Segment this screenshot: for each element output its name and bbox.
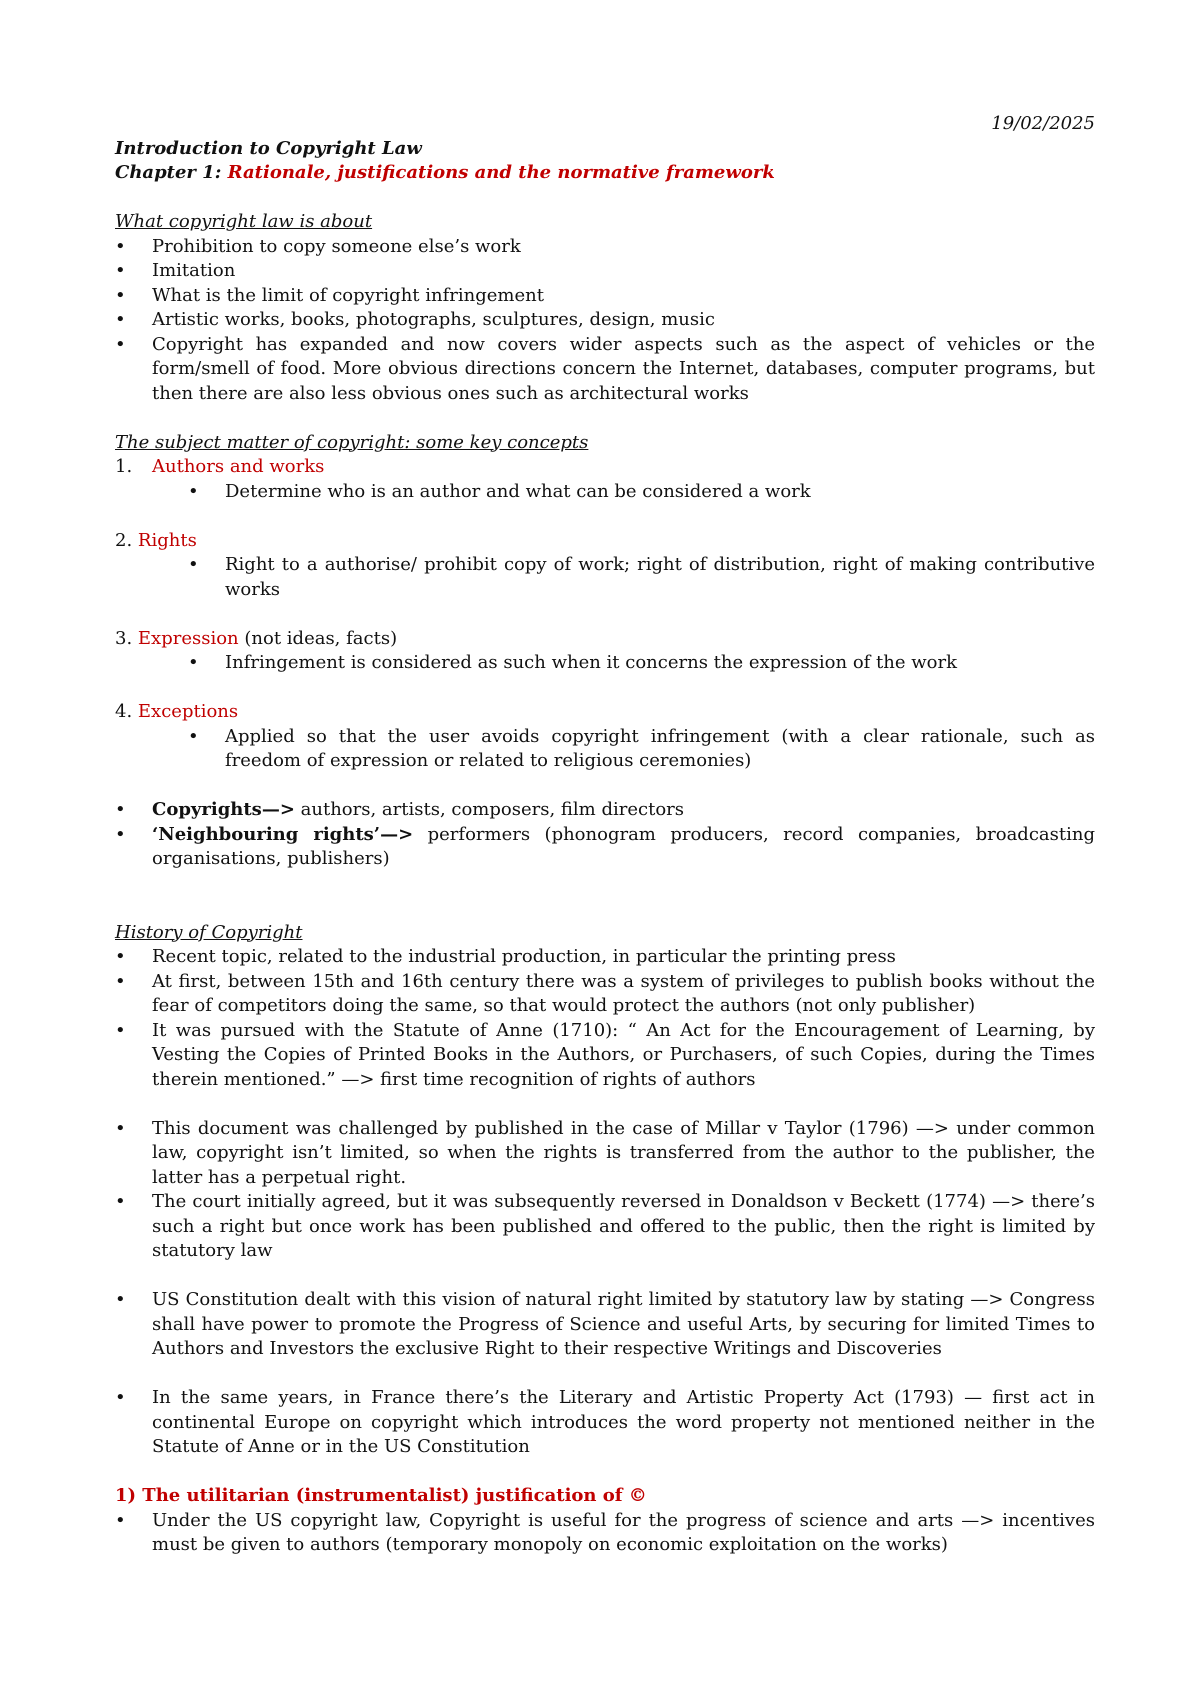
rights-type-item: [115, 798, 1095, 823]
key-concepts: [115, 455, 1095, 798]
section-heading: History of Copyright: [115, 921, 303, 943]
rights-term: [152, 824, 413, 845]
list-item: • In the same years, in France there’s the Literary and Artistic Property Act (1793) — first act in continental Europe on copyright which introduces the word property not mentioned neither in the Statute of Anne or in the US Constitution: [115, 1386, 1095, 1460]
list-item: • Recent topic, related to the industrial production, in particular the printing press: [115, 945, 1095, 970]
section-heading: The subject matter of copyright: some key concepts: [115, 431, 589, 453]
rights-type-item: [115, 823, 1095, 872]
bullet-list: [115, 1386, 1095, 1460]
list-item: • Determine who is an author and what can be considered a work: [188, 480, 1095, 505]
list-item: • What is the limit of copyright infringement: [115, 284, 1095, 309]
bullet-list: [115, 1117, 1095, 1264]
list-item: • The court initially agreed, but it was subsequently reversed in Donaldson v Beckett (1774) —> there’s such a right but once work has been published and offered to the public, then the right is limited by statutory law: [115, 1190, 1095, 1264]
concept-number: 3.: [115, 627, 133, 649]
concept-label: Exceptions: [137, 701, 239, 722]
concept-label: Rights: [137, 529, 197, 551]
chapter-heading: [115, 161, 1095, 186]
section-heading: 1) The utilitarian (instrumentalist) justification of ©: [115, 1485, 647, 1506]
concept-detail-list: [115, 651, 1095, 676]
list-item: • Prohibition to copy someone else’s work: [115, 235, 1095, 260]
bullet-list: [115, 945, 1095, 1092]
list-item: • Imitation: [115, 259, 1095, 284]
list-item: • It was pursued with the Statute of Anne (1710): “ An Act for the Encouragement of Learning, by Vesting the Copies of Printed Books in the Authors, or Purchasers, of such Copies, during the Times therein mentioned.” —> first time recognition of rights of authors: [115, 1019, 1095, 1093]
bullet-list: [115, 235, 1095, 407]
concept-note: (not ideas, facts): [238, 627, 398, 649]
list-item: • Infringement is considered as such when it concerns the expression of the work: [188, 651, 1095, 676]
list-item: • Right to a authorise/ prohibit copy of work; right of distribution, right of making contributive works: [188, 553, 1095, 602]
rights-term: [152, 799, 295, 820]
list-item: • At first, between 15th and 16th century there was a system of privileges to publish books without the fear of competitors doing the same, so that would protect the authors (not only publisher): [115, 970, 1095, 1019]
concept-detail-list: [115, 725, 1095, 774]
rights-description: performers (phonogram producers, record companies, broadcasting organisations, publishers): [152, 823, 1095, 869]
list-item: • Copyright has expanded and now covers wider aspects such as the aspect of vehicles or the form/smell of food. More obvious directions concern the Internet, databases, computer programs, but then there are also less obvious ones such as architectural works: [115, 333, 1095, 407]
arrow-glyph: —>: [380, 823, 414, 845]
arrow-glyph: —>: [261, 799, 295, 820]
concept-heading: [115, 627, 1095, 652]
list-item: • This document was challenged by published in the case of Millar v Taylor (1796) —> under common law, copyright isn’t limited, so when the rights is transferred from the author to the publisher, the latter has a perpetual right.: [115, 1117, 1095, 1191]
concept-number: 4.: [115, 701, 133, 722]
rights-term-text: ‘Neighbouring rights’: [152, 823, 381, 845]
chapter-label: Chapter 1:: [115, 162, 222, 183]
concept-heading: [115, 455, 1095, 480]
list-item: • Artistic works, books, photographs, sculptures, design, music: [115, 308, 1095, 333]
rights-description: authors, artists, composers, film directors: [294, 799, 684, 820]
concept-label: Expression: [137, 627, 239, 649]
document-page: [115, 112, 1095, 1558]
list-item: • US Constitution dealt with this vision of natural right limited by statutory law by stating —> Congress shall have power to promote the Progress of Science and useful Arts, by securing for limited Times to Authors and Investors the exclusive Right to their respective Writings and Discoveries: [115, 1288, 1095, 1362]
rights-term-text: Copyrights: [152, 799, 262, 820]
chapter-subtitle: Rationale, justifications and the normative framework: [227, 162, 775, 183]
concept-heading: [115, 700, 1095, 725]
bullet-list: [115, 1288, 1095, 1362]
concept-number: 1.: [115, 456, 133, 477]
list-item: • Applied so that the user avoids copyright infringement (with a clear rationale, such as freedom of expression or related to religious ceremonies): [188, 725, 1095, 774]
concept-number: 2.: [115, 529, 133, 551]
list-item: • Under the US copyright law, Copyright is useful for the progress of science and arts —> incentives must be given to authors (temporary monopoly on economic exploitation on the works): [115, 1509, 1095, 1558]
section-heading: What copyright law is about: [115, 211, 373, 232]
rights-types-list: [115, 798, 1095, 872]
concept-heading: [115, 529, 1095, 554]
document-title: Introduction to Copyright Law: [115, 137, 422, 159]
bullet-list: [115, 1509, 1095, 1558]
concept-detail-list: [115, 553, 1095, 602]
concept-detail-list: [115, 480, 1095, 505]
concept-label: Authors and works: [152, 456, 325, 477]
document-date: 19/02/2025: [991, 113, 1095, 134]
